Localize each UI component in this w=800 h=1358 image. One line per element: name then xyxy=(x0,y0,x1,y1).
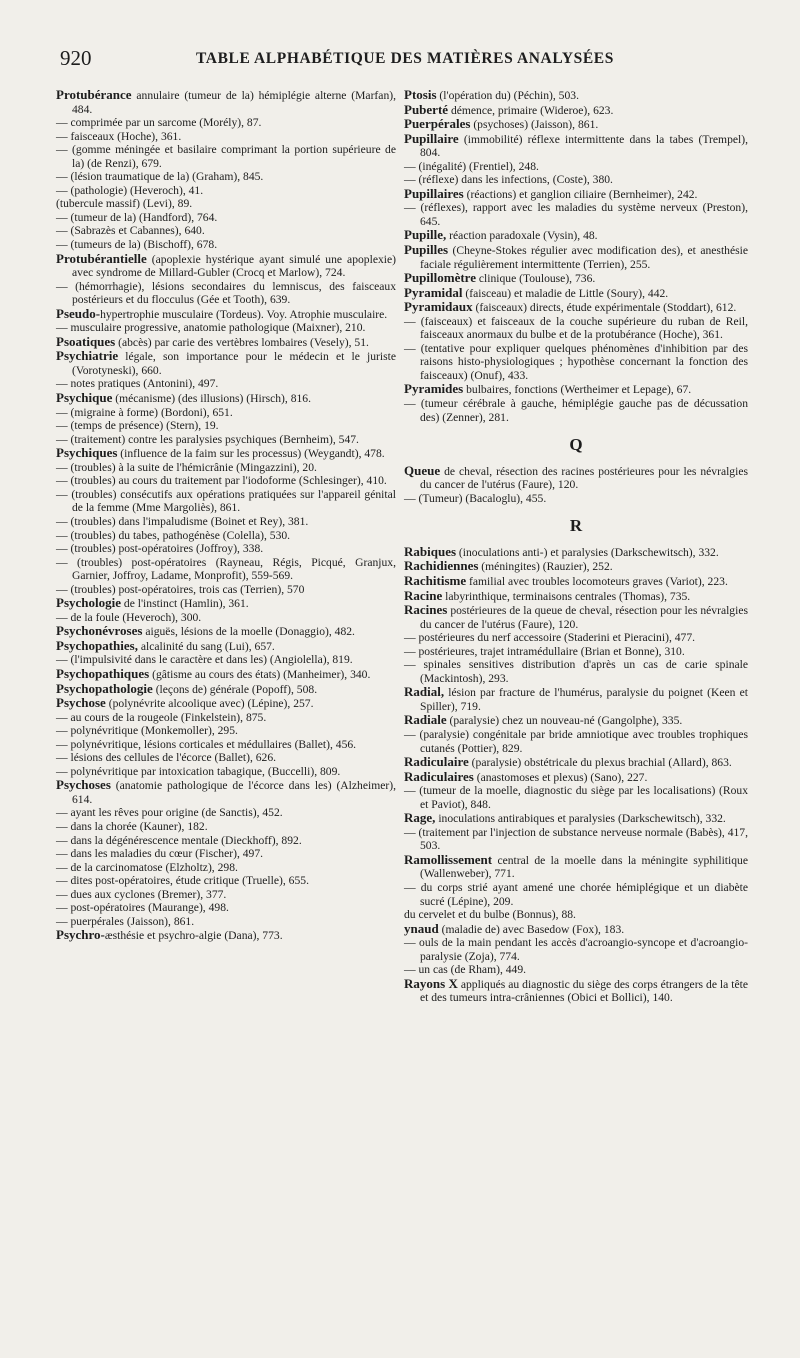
index-entry xyxy=(404,770,748,785)
index-entry xyxy=(56,406,396,420)
entry-text: — faisceaux (Hoche), 361. xyxy=(56,129,182,143)
entry-text: — (réflexes), rapport avec les maladies du système nerveux (Preston), 645. xyxy=(404,201,748,228)
entry-text: — (réflexe) dans les infections, (Coste), 380. xyxy=(404,173,613,187)
entry-text: — post-opératoires (Maurange), 498. xyxy=(56,901,229,915)
index-entry xyxy=(404,201,748,228)
entry-text: appliqués au diagnostic du siège des corps étrangers de la tête et des tumeurs intra-crâniennes (Obici et Bollici), 140. xyxy=(420,977,748,1005)
index-entry xyxy=(404,173,748,187)
entry-text: — comprimée par un sarcome (Morély), 87. xyxy=(56,116,262,130)
index-entry xyxy=(56,806,396,820)
entry-headword: Puberté xyxy=(404,101,449,117)
entry-headword: Psoatiques xyxy=(56,333,116,349)
entry-text: — (traitement) contre les paralysies psychiques (Bernheim), 547. xyxy=(56,432,359,446)
index-entry xyxy=(56,556,396,583)
entry-text: lésion par fracture de l'humérus, paralysie du poignet (Keen et Spiller), 719. xyxy=(420,686,748,713)
index-entry xyxy=(56,542,396,556)
entry-text: — un cas (de Rham), 449. xyxy=(404,963,527,977)
index-entry xyxy=(404,908,748,922)
entry-headword: Psychopathiques xyxy=(56,665,150,681)
entry-headword: Rachidiennes xyxy=(404,558,479,574)
index-entry xyxy=(56,88,396,116)
entry-text: — (gomme méningée et basilaire comprimant la portion supérieure de la) (de Renzi), 679. xyxy=(56,143,396,170)
page-number: 920 xyxy=(60,46,92,70)
section-letter-r: R xyxy=(569,516,583,536)
index-entry xyxy=(404,286,748,301)
index-entry xyxy=(56,820,396,834)
entry-text: (mécanisme) (des illusions) (Hirsch), 816. xyxy=(112,392,311,406)
entry-text: — musculaire progressive, anatomie pathologique (Maixner), 210. xyxy=(56,321,366,335)
index-entry xyxy=(56,349,396,377)
entry-text: — (troubles) au cours du traitement par l'iodoforme (Schlesinger), 410. xyxy=(56,474,387,488)
entry-text: (immobilité) réflexe intermittente dans la tabes (Trempel), 804. xyxy=(420,132,748,160)
index-entry xyxy=(56,211,396,225)
entry-text: — (faisceaux) et faisceaux de la couche supérieure du ruban de Reil, faisceaux anormaux du bulbe et de la protubérance (Hoche), 361. xyxy=(404,314,748,342)
index-entry xyxy=(56,711,396,725)
entry-text: (anatomie pathologique de l'écorce dans les) (Alzheimer), 614. xyxy=(72,779,396,806)
entry-text: — (hémorrhagie), lésions secondaires du lemniscus, des faisceaux postérieurs et du flocculus (Gée et Tooth), 639. xyxy=(56,279,396,307)
index-entry xyxy=(56,130,396,144)
index-entry xyxy=(56,888,396,902)
entry-text: (faisceau) et maladie de Little (Soury), 442. xyxy=(462,286,669,300)
page-header xyxy=(54,46,754,76)
index-entry xyxy=(56,624,396,639)
index-entry xyxy=(404,755,748,770)
section-letter-q: Q xyxy=(569,435,583,455)
entry-text: — (paralysie) congénitale par bride amniotique avec troubles trophiques cutanés (Pottier), 829. xyxy=(404,727,748,755)
entry-text: labyrinthique, terminaisons centrales (Thomas), 735. xyxy=(442,589,691,603)
entry-text: — (troubles) post-opératoires, trois cas (Terrien), 570 xyxy=(56,582,305,596)
index-entry xyxy=(56,488,396,515)
index-entry xyxy=(404,589,748,604)
entry-text: — dues aux cyclones (Bremer), 377. xyxy=(56,887,227,901)
index-entry xyxy=(56,596,396,611)
entry-text: (leçons de) générale (Popoff), 508. xyxy=(152,682,318,696)
index-entry xyxy=(404,936,748,963)
entry-headword: Ptosis xyxy=(404,87,437,102)
entry-headword: Pyramidaux xyxy=(404,299,473,315)
entry-text: — (tumeur de la moelle, diagnostic du siège par les localisations) (Roux et Paviot), 848. xyxy=(404,784,748,811)
entry-text: bulbaires, fonctions (Wertheimer et Lepage), 67. xyxy=(463,383,692,397)
index-entry xyxy=(404,187,748,202)
entry-text: — ayant les rêves pour origine (de Sanctis), 452. xyxy=(56,806,283,820)
entry-headword: Ramollissement xyxy=(404,851,493,867)
entry-headword: Psychopathies, xyxy=(56,637,138,653)
entry-text: — (troubles) à la suite de l'hémicrânie (Mingazzini), 20. xyxy=(56,460,317,474)
entry-headword: Radiale xyxy=(404,712,447,728)
index-entry xyxy=(404,243,748,271)
index-entry xyxy=(56,738,396,752)
entry-headword: ynaud xyxy=(404,920,439,936)
index-entry xyxy=(404,492,748,506)
section-p xyxy=(404,88,748,424)
entry-headword: Psychologie xyxy=(56,595,121,611)
entry-text: — dans les maladies du cœur (Fischer), 497. xyxy=(56,847,264,861)
entry-text: (paralysie) chez un nouveau-né (Gangolphe), 335. xyxy=(446,714,683,728)
index-entry xyxy=(56,446,396,461)
index-entry xyxy=(56,653,396,667)
entry-text: de cheval, résection des racines postérieures pour les névralgies du cancer de l'utérus (Faure), 120. xyxy=(420,464,748,492)
index-entry xyxy=(404,103,748,118)
right-column xyxy=(404,88,748,1005)
index-entry xyxy=(404,228,748,243)
index-entry xyxy=(404,631,748,645)
entry-text: — (tentative pour expliquer quelques phénomènes d'inhibition par des raisons histo-physiologiques ; hypothèse concernant la fonction des faisceaux) (Onuf), 433. xyxy=(404,341,748,382)
index-entry xyxy=(56,143,396,170)
entry-text: annulaire (tumeur de la) hémiplégie alterne (Marfan), 484. xyxy=(72,89,396,116)
entry-headword: Pupilles xyxy=(404,242,449,258)
entry-text: — (troubles) dans l'impaludisme (Boinet et Rey), 381. xyxy=(56,514,309,528)
index-entry xyxy=(56,901,396,915)
left-column xyxy=(56,88,396,943)
index-entry xyxy=(56,238,396,252)
index-entry xyxy=(404,88,748,103)
entry-text: — (troubles) consécutifs aux opérations pratiquées sur l'appareil génital de la femme (Mme Margoliès), 861. xyxy=(56,487,396,515)
index-entry xyxy=(404,922,748,937)
entry-text: — spinales sensitives distribution d'après un cas de carie spinale (Mackintosh), 293. xyxy=(404,658,748,685)
index-entry xyxy=(56,321,396,335)
entry-text: — (pathologie) (Heveroch), 41. xyxy=(56,183,204,197)
entry-text: — polynévritique (Monkemoller), 295. xyxy=(56,724,238,738)
index-entry xyxy=(56,252,396,280)
index-entry xyxy=(56,682,396,697)
index-entry xyxy=(56,307,396,322)
entry-text: du cervelet et du bulbe (Bonnus), 88. xyxy=(404,908,576,922)
entry-text: — dans la dégénérescence mentale (Dieckhoff), 892. xyxy=(56,833,302,847)
index-entry xyxy=(404,728,748,755)
entry-headword: Radiculaires xyxy=(404,768,474,784)
entry-headword: Psychiques xyxy=(56,445,118,461)
index-entry xyxy=(404,881,748,908)
entry-headword: Puerpérales xyxy=(404,116,471,132)
entry-headword: Pupille, xyxy=(404,227,447,243)
entry-headword: Racine xyxy=(404,587,443,603)
index-entry xyxy=(56,696,396,711)
index-entry xyxy=(56,847,396,861)
index-entry xyxy=(56,928,396,943)
entry-text: (réactions) et ganglion ciliaire (Bernheimer), 242. xyxy=(463,187,698,201)
index-entry xyxy=(404,315,748,342)
index-entry xyxy=(404,342,748,383)
entry-text: — (lésion traumatique de la) (Graham), 845. xyxy=(56,170,264,184)
entry-text: (apoplexie hystérique ayant simulé une apoplexie) avec syndrome de Millard-Gubler (Crocq et Marlow), 724. xyxy=(72,252,396,280)
entry-text: démence, primaire (Wideroe), 623. xyxy=(448,103,614,117)
entry-headword: Psychiatrie xyxy=(56,348,119,364)
index-entry xyxy=(404,826,748,853)
index-entry xyxy=(404,382,748,397)
index-entry xyxy=(56,861,396,875)
index-entry xyxy=(404,977,748,1005)
entry-text: — polynévritique par intoxication tabagique, (Buccelli), 809. xyxy=(56,764,341,778)
entry-text: — du corps strié ayant amené une chorée hémiplégique et un diabète sucré (Lépine), 209. xyxy=(404,880,748,908)
entry-text: inoculations antirabiques et paralysies (Darkschewitsch), 332. xyxy=(435,812,726,826)
index-entry xyxy=(404,685,748,713)
index-entry xyxy=(404,117,748,132)
entry-text: — (migraine à forme) (Bordoni), 651. xyxy=(56,405,233,419)
index-entry xyxy=(404,603,748,631)
entry-text: central de la moelle dans la méningite syphilitique (Wallenweber), 771. xyxy=(420,853,748,881)
entry-text: (paralysie) obstétricale du plexus brachial (Allard), 863. xyxy=(468,756,732,770)
entry-text: — puerpérales (Jaisson), 861. xyxy=(56,914,195,928)
entry-text: (tubercule massif) (Levi), 89. xyxy=(56,197,193,211)
index-entry xyxy=(56,170,396,184)
entry-text: (l'opération du) (Péchin), 503. xyxy=(436,89,579,102)
index-entry xyxy=(404,132,748,160)
entry-text: légale, son importance pour le médecin et le juriste (Vorotyneski), 660. xyxy=(72,350,396,377)
entry-text: — (tumeurs de la) (Bischoff), 678. xyxy=(56,238,218,252)
entry-headword: Protubérantielle xyxy=(56,250,147,266)
entry-headword: Rachitisme xyxy=(404,572,467,588)
entry-text: — (traitement par l'injection de substance nerveuse normale (Babès), 417, 503. xyxy=(404,825,748,853)
index-entry xyxy=(404,559,748,574)
entry-text: — (troubles) du tabes, pathogénèse (Colella), 530. xyxy=(56,528,291,542)
entry-headword: Pupillaire xyxy=(404,130,459,146)
index-entry xyxy=(56,915,396,929)
entry-text: — dans la chorée (Kauner), 182. xyxy=(56,819,208,833)
entry-text: (méningites) (Rauzier), 252. xyxy=(478,560,613,574)
entry-headword: Pseudo- xyxy=(56,305,101,321)
index-entry xyxy=(56,391,396,406)
entry-text: — lésions des cellules de l'écorce (Ballet), 626. xyxy=(56,751,277,765)
index-entry xyxy=(404,271,748,286)
index-entry xyxy=(56,724,396,738)
entry-text: — (troubles) post-opératoires (Rayneau, Régis, Picqué, Granjux, Garnier, Joffroy, Ladame, Monprofit), 559-569. xyxy=(56,555,396,583)
entry-text: — au cours de la rougeole (Finkelstein), 875. xyxy=(56,710,267,724)
entry-text: (polynévrite alcoolique avec) (Lépine), 257. xyxy=(105,697,314,711)
index-entry xyxy=(404,784,748,811)
entry-text: (maladie de) avec Basedow (Fox), 183. xyxy=(438,922,625,936)
entry-text: alcalinité du sang (Lui), 657. xyxy=(137,639,275,653)
index-entry xyxy=(56,224,396,238)
index-entry xyxy=(56,667,396,682)
entry-headword: Pyramides xyxy=(404,381,464,397)
entry-text: — (Sabrazès et Cabannes), 640. xyxy=(56,224,205,238)
entry-text: (Cheyne-Stokes régulier avec modification des), et anesthésie faciale régulièrement intermittente (Terrien), 255. xyxy=(420,244,748,271)
index-entry xyxy=(56,778,396,806)
running-title: TABLE ALPHABÉTIQUE DES MATIÈRES ANALYSÉES xyxy=(196,50,614,67)
index-entry xyxy=(56,874,396,888)
section-r xyxy=(404,545,748,1005)
entry-headword: Pupillomètre xyxy=(404,270,476,286)
entry-text: — postérieures du nerf accessoire (Staderini et Pieracini), 477. xyxy=(404,631,696,645)
entry-headword: Racines xyxy=(404,602,448,618)
index-entry xyxy=(404,658,748,685)
index-entry xyxy=(404,397,748,424)
entry-text: hypertrophie musculaire (Tordeus). Voy. Atrophie musculaire. xyxy=(100,307,388,321)
index-entry xyxy=(56,335,396,350)
index-entry xyxy=(404,853,748,881)
index-entry xyxy=(404,963,748,977)
entry-text: — ouls de la main pendant les accès d'acroangio-syncope et d'acroangio-paralysie (Zoja), 774. xyxy=(404,936,748,963)
index-entry xyxy=(56,197,396,211)
index-entry xyxy=(56,611,396,625)
index-entry xyxy=(56,433,396,447)
index-entry xyxy=(56,474,396,488)
entry-headword: Rayons X xyxy=(404,975,458,991)
index-entry xyxy=(56,377,396,391)
entry-text: — (inégalité) (Frentiel), 248. xyxy=(404,159,539,173)
entry-headword: Psychopathologie xyxy=(56,680,153,696)
entry-text: — (temps de présence) (Stern), 19. xyxy=(56,419,219,433)
index-entry xyxy=(56,529,396,543)
index-entry xyxy=(56,515,396,529)
entry-headword: Protubérance xyxy=(56,87,132,102)
index-entry xyxy=(56,280,396,307)
index-entry xyxy=(404,574,748,589)
entry-text: clinique (Toulouse), 736. xyxy=(475,272,596,286)
entry-text: — (troubles) post-opératoires (Joffroy), 338. xyxy=(56,542,264,556)
index-entry xyxy=(404,811,748,826)
entry-text: — polynévritique, lésions corticales et médullaires (Ballet), 456. xyxy=(56,737,357,751)
entry-text: — (Tumeur) (Bacaloglu), 455. xyxy=(404,491,547,505)
entry-text: (inoculations anti-) et paralysies (Darkschewitsch), 332. xyxy=(456,545,719,559)
entry-text: — (tumeur cérébrale à gauche, hémiplégie gauche pas de décussation des) (Zenner), 281. xyxy=(404,397,748,424)
index-entry xyxy=(404,160,748,174)
index-entry xyxy=(56,751,396,765)
index-entry xyxy=(56,419,396,433)
entry-headword: Rage, xyxy=(404,810,436,826)
entry-text: — (tumeur de la) (Handford), 764. xyxy=(56,210,218,224)
entry-headword: Psychose xyxy=(56,695,106,711)
section-q xyxy=(404,464,748,506)
entry-headword: Pyramidal xyxy=(404,284,463,300)
entry-headword: Psychoses xyxy=(56,777,111,793)
entry-text: postérieures de la queue de cheval, résection pour les névralgies du cancer de l'utérus (Faure), 120. xyxy=(420,604,748,631)
entry-text: familial avec troubles locomoteurs graves (Variot), 223. xyxy=(466,574,728,588)
index-entry xyxy=(56,583,396,597)
entry-text: (anastomoses et plexus) (Sano), 227. xyxy=(473,770,648,784)
entry-text: (faisceaux) directs, étude expérimentale (Stoddart), 612. xyxy=(472,301,737,315)
entry-text: — de la foule (Heveroch), 300. xyxy=(56,610,202,624)
entry-headword: Psychro- xyxy=(56,927,105,943)
index-entry xyxy=(404,545,748,560)
entry-text: aiguës, lésions de la moelle (Donaggio), 482. xyxy=(142,625,355,639)
index-entry xyxy=(404,713,748,728)
entry-text: de l'instinct (Hamlin), 361. xyxy=(121,597,249,611)
entry-text: (psychoses) (Jaisson), 861. xyxy=(470,118,599,132)
entry-headword: Psychonévroses xyxy=(56,623,143,639)
entry-headword: Radiculaire xyxy=(404,754,469,770)
entry-text: (gâtisme au cours des états) (Manheimer), 340. xyxy=(149,667,371,681)
entry-headword: Rabiques xyxy=(404,543,457,559)
index-entry xyxy=(56,461,396,475)
entry-text: — (l'impulsivité dans le caractère et dans les) (Angiolella), 819. xyxy=(56,653,353,667)
entry-text: (influence de la faim sur les processus) (Weygandt), 478. xyxy=(117,447,385,461)
entry-headword: Pupillaires xyxy=(404,185,464,201)
index-entry xyxy=(56,639,396,654)
entry-text: — de la carcinomatose (Elzholtz), 298. xyxy=(56,860,238,874)
entry-text: (abcès) par carie des vertèbres lombaires (Vesely), 51. xyxy=(115,335,369,349)
entry-headword: Radial, xyxy=(404,684,445,700)
index-entry xyxy=(56,184,396,198)
index-entry xyxy=(56,116,396,130)
entry-headword: Queue xyxy=(404,462,441,478)
index-entry xyxy=(404,645,748,659)
entry-text: — dites post-opératoires, étude critique (Truelle), 655. xyxy=(56,874,309,888)
entry-text: — postérieures, trajet intramédullaire (Brian et Bonne), 310. xyxy=(404,644,685,658)
entry-text: réaction paradoxale (Vysin), 48. xyxy=(446,229,598,243)
index-entry xyxy=(404,300,748,315)
entry-text: — notes pratiques (Antonini), 497. xyxy=(56,377,219,391)
index-entry xyxy=(56,765,396,779)
entry-text: æsthésie et psychro-algie (Dana), 773. xyxy=(104,929,283,943)
index-entry xyxy=(56,834,396,848)
index-entry xyxy=(404,464,748,492)
entry-headword: Psychique xyxy=(56,390,113,406)
